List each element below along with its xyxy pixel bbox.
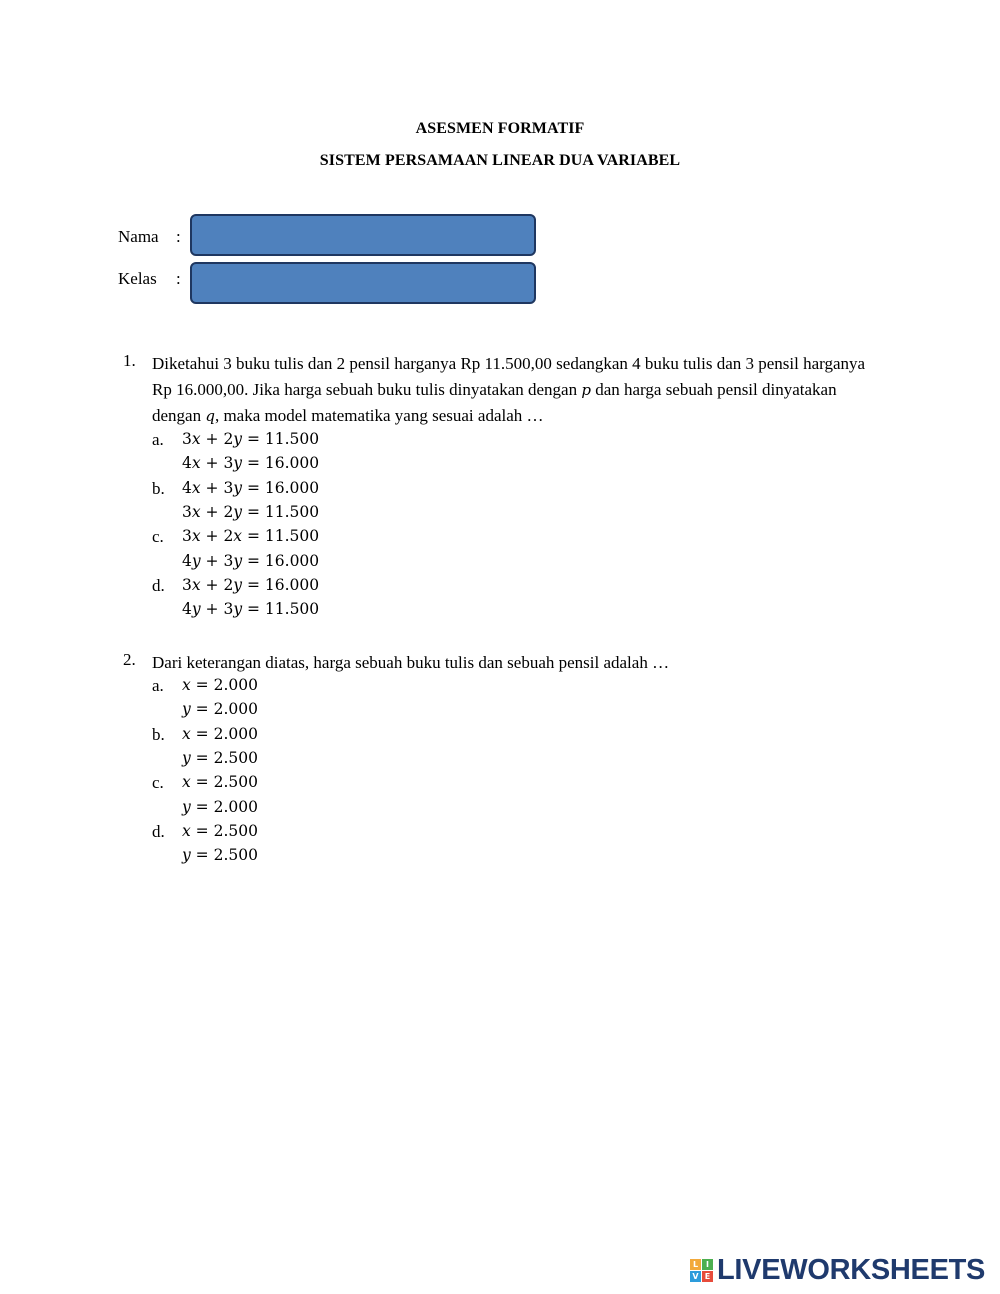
question-number: 1. — [123, 351, 136, 370]
name-input[interactable] — [190, 214, 536, 256]
question-text-part: Diketahui 3 buku tulis dan 2 pensil harganya Rp 11.500,00 sedangkan 4 buku tulis dan 3 pensil harganya Rp 16.000,00. Jika harga sebuah buku tulis dinyatakan dengan — [152, 354, 866, 399]
math-variable: q — [205, 407, 215, 425]
math-variable: p — [581, 380, 591, 399]
question-text — [152, 351, 887, 430]
option-equation[interactable]: 3𝑥 + 2𝑦 = 16.000 — [182, 576, 320, 594]
option-equation[interactable]: 3𝑥 + 2𝑦 = 11.500 — [182, 430, 320, 448]
option-letter: a. — [152, 676, 164, 695]
logo-mark-tile: L — [690, 1259, 701, 1270]
option-equation[interactable]: 𝑦 = 2.000 — [182, 798, 258, 816]
option-equation[interactable]: 4𝑥 + 3𝑦 = 16.000 — [182, 479, 320, 497]
class-colon: : — [176, 269, 181, 288]
question-number: 2. — [123, 650, 136, 669]
option-letter: b. — [152, 725, 165, 744]
option-equation[interactable]: 3𝑥 + 2𝑦 = 11.500 — [182, 503, 320, 521]
option-equation[interactable]: 4𝑥 + 3𝑦 = 16.000 — [182, 454, 320, 472]
option-letter: b. — [152, 479, 165, 498]
liveworksheets-logo[interactable] — [690, 1254, 985, 1286]
name-colon: : — [176, 227, 181, 246]
question-text-part: , maka model matematika yang sesuai adalah … — [214, 406, 544, 425]
logo-mark-tile: E — [702, 1271, 713, 1282]
question-text: Dari keterangan diatas, harga sebuah buku tulis dan sebuah pensil adalah … — [152, 653, 670, 672]
option-equation[interactable]: 𝑦 = 2.500 — [182, 846, 258, 864]
logo-mark-tile: I — [702, 1259, 713, 1270]
option-equation[interactable]: 4𝑦 + 3𝑦 = 16.000 — [182, 552, 320, 570]
option-letter: c. — [152, 773, 164, 792]
option-equation[interactable]: 𝑦 = 2.000 — [182, 700, 258, 718]
option-letter: c. — [152, 527, 164, 546]
option-equation[interactable]: 𝑥 = 2.500 — [182, 822, 258, 840]
logo-mark-tile: V — [690, 1271, 701, 1282]
liveworksheets-logo-icon — [690, 1259, 713, 1282]
logo-text: LIVEWORKSHEETS — [717, 1253, 986, 1286]
page-subtitle: SISTEM PERSAMAAN LINEAR DUA VARIABEL — [319, 152, 681, 169]
option-letter: d. — [152, 822, 165, 841]
option-equation[interactable]: 𝑥 = 2.000 — [182, 676, 258, 694]
question-text-part: dan harga sebuah pensil dinyatakan dengan — [152, 379, 837, 425]
class-label: Kelas — [118, 269, 157, 288]
option-equation[interactable]: 𝑦 = 2.500 — [182, 749, 258, 767]
option-equation[interactable]: 4𝑦 + 3𝑦 = 11.500 — [182, 600, 320, 618]
option-equation[interactable]: 𝑥 = 2.500 — [182, 773, 258, 791]
name-label: Nama — [118, 227, 159, 246]
class-input[interactable] — [190, 262, 536, 304]
page-title: ASESMEN FORMATIF — [415, 120, 585, 137]
option-equation[interactable]: 3𝑥 + 2𝑥 = 11.500 — [182, 527, 320, 545]
option-letter: d. — [152, 576, 165, 595]
option-letter: a. — [152, 430, 164, 449]
option-equation[interactable]: 𝑥 = 2.000 — [182, 725, 258, 743]
